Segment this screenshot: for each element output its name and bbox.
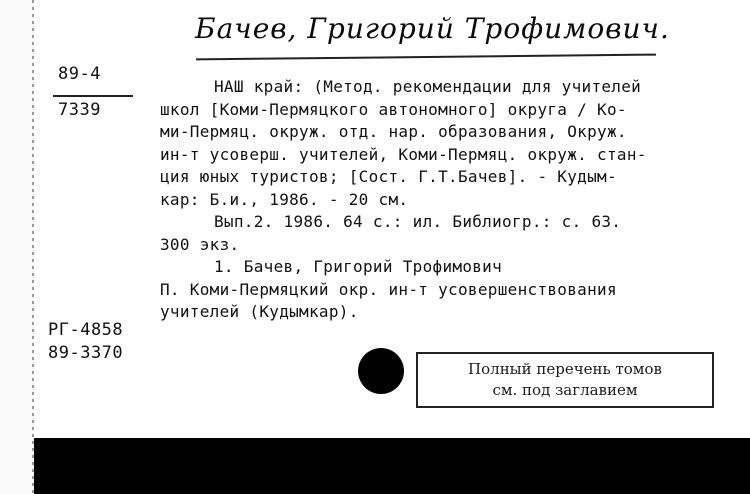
- call-number-bottom: 7339: [58, 100, 101, 120]
- body-line: учителей (Кудымкар).: [160, 302, 359, 321]
- body-line: ция юных туристов; [Сост. Г.Т.Бачев]. - Кудым-: [160, 167, 617, 186]
- volumes-note-stamp: [416, 352, 714, 408]
- scan-bottom-band: [34, 438, 750, 494]
- body-line: П. Коми-Пермяцкий окр. ин-т усовершенствования: [160, 279, 617, 299]
- call-number-rule: [53, 95, 133, 97]
- body-line: 1. Бачев, Григорий Трофимович: [214, 257, 503, 276]
- body-line: ми-Пермяц. окруж. отд. нар. образования, Окруж.: [160, 122, 627, 141]
- stamp-line-1: Полный перечень томов: [468, 360, 662, 378]
- bibliographic-description: [160, 76, 710, 324]
- handwritten-heading: Бачев, Григорий Трофимович.: [195, 12, 670, 45]
- body-line: 300 экз.: [160, 234, 240, 254]
- call-number-lower-2: 89-3370: [48, 343, 124, 363]
- body-line: ин-т усоверш. учителей, Коми-Пермяц. окруж. стан-: [160, 144, 647, 164]
- body-line: НАШ край: (Метод. рекомендации для учителей: [214, 77, 642, 96]
- body-line: кар: Б.и., 1986. - 20 см.: [160, 189, 409, 209]
- punch-hole: [358, 348, 404, 394]
- call-number-lower-1: РГ-4858: [48, 320, 124, 340]
- body-line: Вып.2. 1986. 64 с.: ил. Библиогр.: с. 63.: [214, 212, 622, 231]
- body-line: школ [Коми-Пермяцкого автономного] округа / Ко-: [160, 99, 627, 119]
- heading-underline: [196, 54, 656, 61]
- call-number-top: 89-4: [58, 64, 101, 84]
- stamp-line-2: см. под заглавием: [492, 381, 638, 399]
- card-left-edge: [0, 0, 34, 494]
